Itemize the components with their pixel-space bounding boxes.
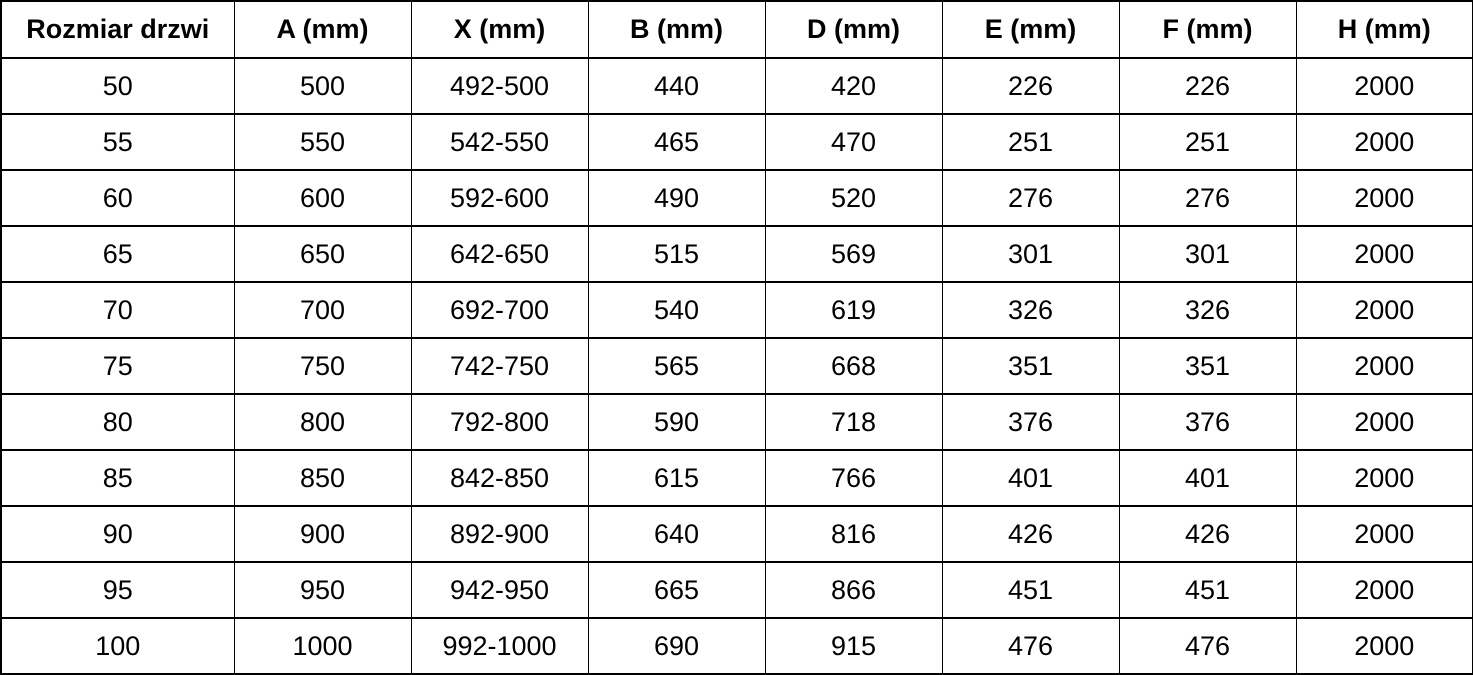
column-header: F (mm) xyxy=(1119,1,1296,58)
table-cell: 55 xyxy=(1,114,234,170)
table-cell: 520 xyxy=(765,170,942,226)
table-cell: 100 xyxy=(1,618,234,674)
table-cell: 301 xyxy=(942,226,1119,282)
table-cell: 451 xyxy=(1119,562,1296,618)
table-row xyxy=(1,618,1473,674)
table-row xyxy=(1,114,1473,170)
table-cell: 80 xyxy=(1,394,234,450)
table-cell: 65 xyxy=(1,226,234,282)
table-cell: 992-1000 xyxy=(411,618,588,674)
table-cell: 692-700 xyxy=(411,282,588,338)
table-cell: 50 xyxy=(1,58,234,114)
table-cell: 2000 xyxy=(1296,506,1473,562)
table-cell: 900 xyxy=(234,506,411,562)
column-header: X (mm) xyxy=(411,1,588,58)
table-cell: 850 xyxy=(234,450,411,506)
table-cell: 90 xyxy=(1,506,234,562)
table-cell: 426 xyxy=(1119,506,1296,562)
table-cell: 565 xyxy=(588,338,765,394)
table-cell: 665 xyxy=(588,562,765,618)
table-cell: 326 xyxy=(942,282,1119,338)
table-cell: 650 xyxy=(234,226,411,282)
table-cell: 401 xyxy=(942,450,1119,506)
column-header: D (mm) xyxy=(765,1,942,58)
table-row xyxy=(1,394,1473,450)
table-cell: 376 xyxy=(1119,394,1296,450)
table-cell: 351 xyxy=(1119,338,1296,394)
table-cell: 70 xyxy=(1,282,234,338)
table-cell: 476 xyxy=(942,618,1119,674)
table-cell: 226 xyxy=(1119,58,1296,114)
table-row xyxy=(1,338,1473,394)
table-cell: 426 xyxy=(942,506,1119,562)
table-cell: 85 xyxy=(1,450,234,506)
table-cell: 640 xyxy=(588,506,765,562)
table-cell: 690 xyxy=(588,618,765,674)
table-body xyxy=(1,58,1473,674)
table-cell: 2000 xyxy=(1296,282,1473,338)
table-cell: 569 xyxy=(765,226,942,282)
table-cell: 451 xyxy=(942,562,1119,618)
table-cell: 465 xyxy=(588,114,765,170)
table-cell: 2000 xyxy=(1296,338,1473,394)
table-cell: 892-900 xyxy=(411,506,588,562)
table-cell: 2000 xyxy=(1296,562,1473,618)
table-cell: 540 xyxy=(588,282,765,338)
table-cell: 742-750 xyxy=(411,338,588,394)
column-header: Rozmiar drzwi xyxy=(1,1,234,58)
table-header xyxy=(1,1,1473,58)
column-header: B (mm) xyxy=(588,1,765,58)
table-cell: 592-600 xyxy=(411,170,588,226)
table-cell: 642-650 xyxy=(411,226,588,282)
table-cell: 515 xyxy=(588,226,765,282)
table-cell: 490 xyxy=(588,170,765,226)
table-cell: 2000 xyxy=(1296,450,1473,506)
table-row xyxy=(1,506,1473,562)
table-cell: 440 xyxy=(588,58,765,114)
table-cell: 401 xyxy=(1119,450,1296,506)
table-row xyxy=(1,58,1473,114)
table-cell: 251 xyxy=(942,114,1119,170)
table-cell: 590 xyxy=(588,394,765,450)
table-cell: 942-950 xyxy=(411,562,588,618)
table-row xyxy=(1,282,1473,338)
table-cell: 470 xyxy=(765,114,942,170)
table-cell: 718 xyxy=(765,394,942,450)
table-cell: 276 xyxy=(1119,170,1296,226)
table-cell: 668 xyxy=(765,338,942,394)
table-cell: 750 xyxy=(234,338,411,394)
table-cell: 842-850 xyxy=(411,450,588,506)
table-cell: 950 xyxy=(234,562,411,618)
table-cell: 2000 xyxy=(1296,114,1473,170)
table-row xyxy=(1,226,1473,282)
table-cell: 816 xyxy=(765,506,942,562)
table-cell: 615 xyxy=(588,450,765,506)
table-cell: 251 xyxy=(1119,114,1296,170)
table-cell: 75 xyxy=(1,338,234,394)
table-cell: 351 xyxy=(942,338,1119,394)
table-cell: 700 xyxy=(234,282,411,338)
table-row xyxy=(1,450,1473,506)
table-cell: 2000 xyxy=(1296,58,1473,114)
table-cell: 542-550 xyxy=(411,114,588,170)
table-cell: 600 xyxy=(234,170,411,226)
table-cell: 226 xyxy=(942,58,1119,114)
table-cell: 492-500 xyxy=(411,58,588,114)
table-row xyxy=(1,170,1473,226)
table-cell: 866 xyxy=(765,562,942,618)
table-cell: 2000 xyxy=(1296,394,1473,450)
table-cell: 1000 xyxy=(234,618,411,674)
table-cell: 60 xyxy=(1,170,234,226)
table-cell: 95 xyxy=(1,562,234,618)
table-cell: 2000 xyxy=(1296,226,1473,282)
column-header: E (mm) xyxy=(942,1,1119,58)
table-cell: 915 xyxy=(765,618,942,674)
table-cell: 2000 xyxy=(1296,170,1473,226)
table-cell: 550 xyxy=(234,114,411,170)
table-cell: 500 xyxy=(234,58,411,114)
table-row xyxy=(1,562,1473,618)
table-cell: 476 xyxy=(1119,618,1296,674)
table-cell: 301 xyxy=(1119,226,1296,282)
header-row xyxy=(1,1,1473,58)
table-cell: 376 xyxy=(942,394,1119,450)
table-cell: 276 xyxy=(942,170,1119,226)
table-cell: 766 xyxy=(765,450,942,506)
table-cell: 2000 xyxy=(1296,618,1473,674)
column-header: A (mm) xyxy=(234,1,411,58)
table-cell: 800 xyxy=(234,394,411,450)
table-cell: 792-800 xyxy=(411,394,588,450)
table-cell: 619 xyxy=(765,282,942,338)
column-header: H (mm) xyxy=(1296,1,1473,58)
table-cell: 420 xyxy=(765,58,942,114)
table-cell: 326 xyxy=(1119,282,1296,338)
